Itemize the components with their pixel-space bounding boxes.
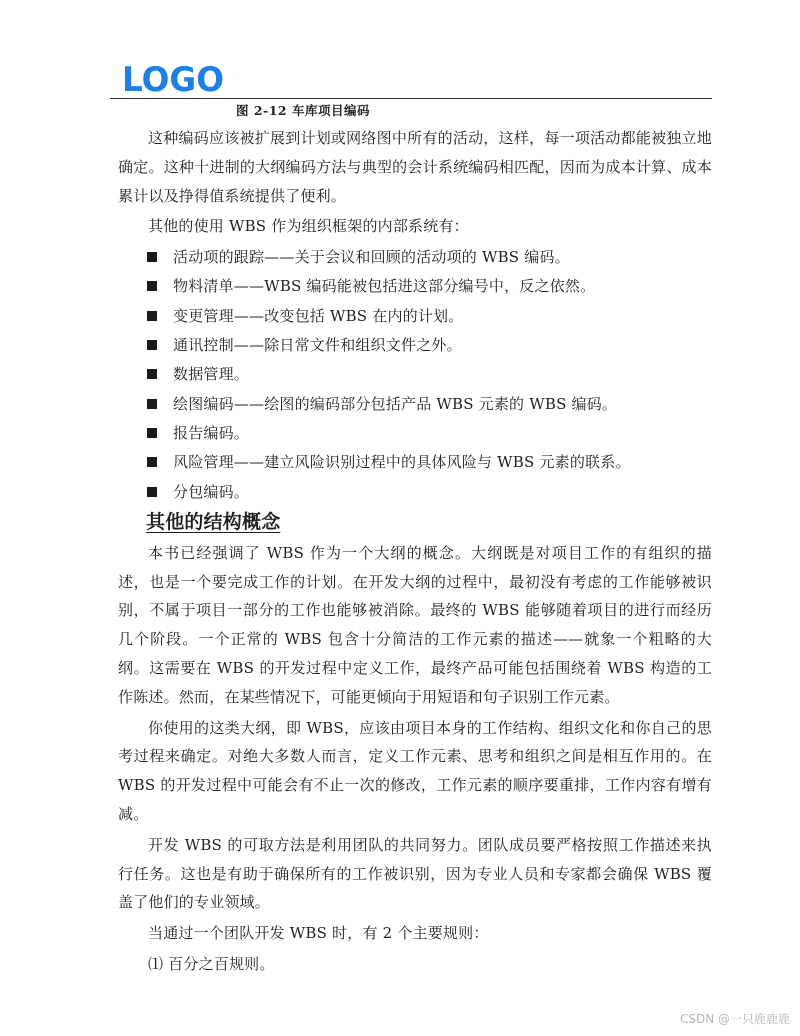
list-item — [118, 331, 712, 360]
bullet-square-icon — [147, 457, 157, 467]
bullet-square-icon — [147, 252, 157, 262]
list-item-text: 变更管理——改变包括 WBS 在内的计划。 — [173, 306, 464, 325]
section-heading — [118, 507, 712, 539]
paragraph: 本书已经强调了 WBS 作为一个大纲的概念。大纲既是对项目工作的有组织的描述，也是一个要完成工作的计划。在开发大纲的过程中，最初没有考虑的工作能够被识别，不属于项目一部分的工作也能够被消除。最终的 WBS 能够随着项目的进行而经历几个阶段。一个正常的 WBS 包含十分简洁的工作元素的描述——就象一个粗略的大纲。这需要在 WBS 的开发过程中定义工作，最终产品可能包括围绕着 WBS 构造的工作陈述。然而，在某些情况下，可能更倾向于用短语和句子识别工作元素。 — [118, 543, 712, 706]
list-item — [118, 478, 712, 507]
bullet-square-icon — [147, 369, 157, 379]
list-item — [118, 360, 712, 389]
watermark: CSDN @一只鹿鹿鹿 — [679, 1012, 790, 1026]
list-item — [118, 448, 712, 477]
list-item-text: 风险管理——建立风险识别过程中的具体风险与 WBS 元素的联系。 — [173, 453, 631, 472]
paragraph: 当通过一个团队开发 WBS 时，有 2 个主要规则： — [148, 924, 489, 943]
logo — [122, 60, 226, 96]
list-item — [118, 419, 712, 448]
paragraph: 开发 WBS 的可取方法是利用团队的共同努力。团队成员要严格按照工作描述来执行任务。这也是有助于确保所有的工作被识别，因为专业人员和专家都会确保 WBS 覆盖了他们的专业领域。 — [118, 835, 712, 912]
paragraph: ⑴ 百分之百规则。 — [148, 955, 275, 974]
list-item — [118, 390, 712, 419]
bullet-square-icon — [147, 487, 157, 497]
list-item-text: 物料清单——WBS 编码能被包括进这部分编号中，反之依然。 — [173, 277, 596, 296]
list-item — [118, 272, 712, 301]
figure-caption: 图 2-12 车库项目编码 — [236, 103, 370, 118]
list-item-text: 绘图编码——绘图的编码部分包括产品 WBS 元素的 WBS 编码。 — [173, 394, 618, 413]
logo-graphic — [122, 60, 226, 96]
list-item-text: 分包编码。 — [173, 482, 250, 501]
bullet-square-icon — [147, 399, 157, 409]
bullet-square-icon — [147, 281, 157, 291]
bullet-square-icon — [147, 428, 157, 438]
list-item-text: 报告编码。 — [173, 423, 250, 442]
document-body — [118, 124, 712, 981]
list-item — [118, 302, 712, 331]
logo-text: LOGO — [122, 60, 224, 96]
list-item-text: 通讯控制——除日常文件和组织文件之外。 — [173, 336, 462, 355]
bullet-square-icon — [147, 311, 157, 321]
bullet-square-icon — [147, 340, 157, 350]
list-item-text: 活动项的跟踪——关于会议和回顾的活动项的 WBS 编码。 — [173, 248, 570, 267]
list-item-text: 数据管理。 — [173, 365, 250, 384]
paragraph: 这种编码应该被扩展到计划或网络图中所有的活动，这样，每一项活动都能被独立地确定。这种十进制的大纲编码方法与典型的会计系统编码相匹配，因而为成本计算、成本累计以及挣得值系统提供了便利。 — [118, 129, 712, 205]
header-rule — [110, 98, 712, 99]
bullet-list — [118, 243, 712, 507]
paragraph: 你使用的这类大纲，即 WBS，应该由项目本身的工作结构、组织文化和你自己的思考过程来确定。对绝大多数人而言，定义工作元素、思考和组织之间是相互作用的。在 WBS 的开发过程中可能会有不止一次的修改，工作元素的顺序要重排，工作内容有增有减。 — [118, 718, 712, 824]
list-item — [118, 243, 712, 272]
section-title: 其他的结构概念 — [146, 510, 281, 533]
paragraph: 其他的使用 WBS 作为组织框架的内部系统有： — [148, 217, 469, 236]
